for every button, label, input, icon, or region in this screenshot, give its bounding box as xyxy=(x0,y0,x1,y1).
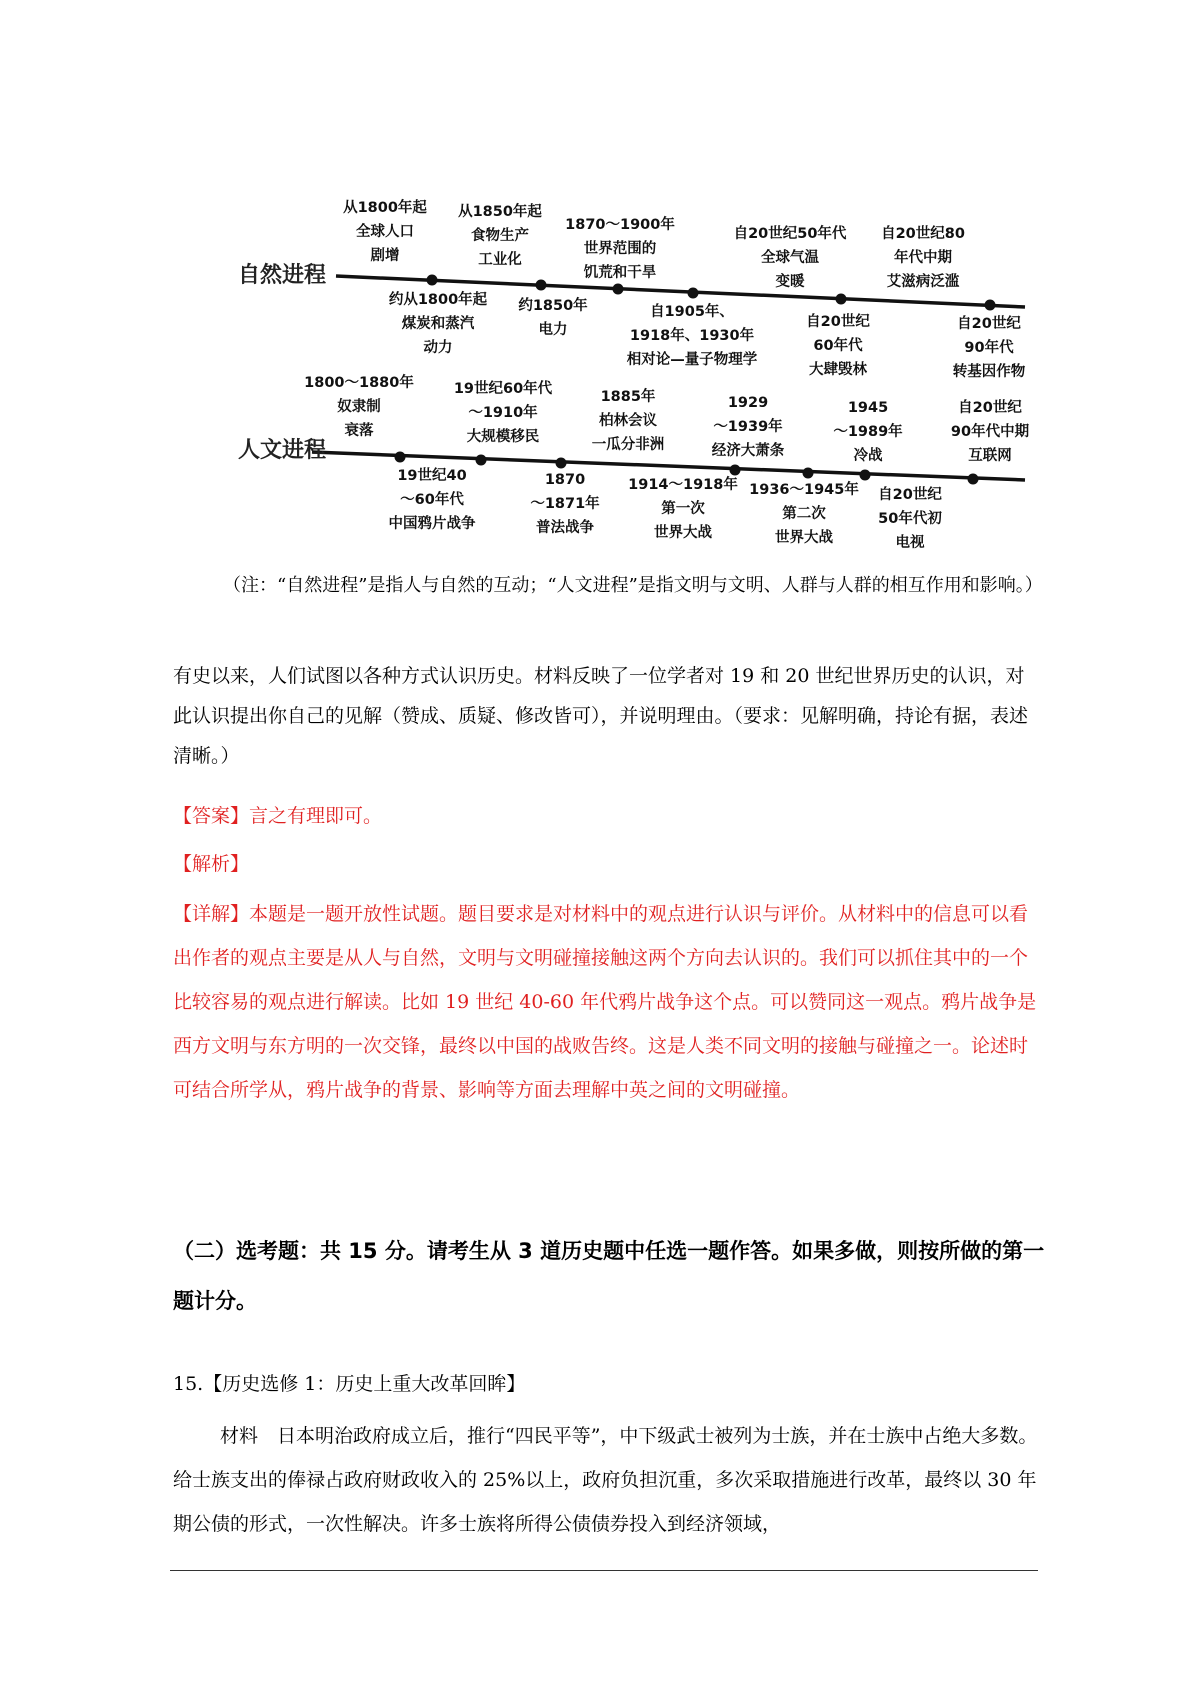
human-event-above: 1929 ～1939年 经济大萧条 xyxy=(711,395,785,459)
detail-text: 【详解】本题是一题开放性试题。题目要求是对材料中的观点进行认识与评价。从材料中的信息可以看出作者的观点主要是从人与自然，文明与文明碰撞接触这两个方向去认识的。我们可以抓住其中的一个比较容易的观点进行解读。比如 19 世纪 40-60 年代鸦片战争这个点。可以赞同这一观点。鸦片战争是西方文明与东方明的一次交锋，最终以中国的战败告终。这是人类不同文明的接触与碰撞之一。论述时可结合所学从，鸦片战争的背景、影响等方面去理解中英之间的文明碰撞。 xyxy=(173,903,1037,1101)
human-dot xyxy=(476,455,487,466)
natural-dot xyxy=(536,280,547,291)
section-heading: （二）选考题：共 15 分。请考生从 3 道历史题中任选一题作答。如果多做，则按所做的第一题计分。 xyxy=(173,1239,1045,1313)
natural-process-label: 自然进程 xyxy=(238,263,327,288)
human-dot xyxy=(556,458,567,469)
natural-event-above: 从1800年起 全球人口 剧增 xyxy=(343,200,427,264)
human-event-below: 1870 ～1871年 普法战争 xyxy=(530,472,600,536)
human-event-below: 19世纪40 ～60年代 中国鸦片战争 xyxy=(388,468,476,532)
natural-dot xyxy=(688,288,699,299)
human-dot xyxy=(395,452,406,463)
natural-dot xyxy=(836,294,847,305)
natural-event-below: 自20世纪 90年代 转基因作物 xyxy=(952,316,1026,380)
human-event-below: 自20世纪 50年代初 电视 xyxy=(878,487,942,551)
human-event-above: 1800～1880年 奴隶制 衰落 xyxy=(304,375,414,439)
timeline-figure xyxy=(0,0,1200,560)
natural-event-below: 约1850年 电力 xyxy=(518,298,588,338)
human-event-above: 19世纪60年代 ～1910年 大规模移民 xyxy=(453,381,553,445)
figure-note: （注：“自然进程”是指人与自然的互动；“人文进程”是指文明与文明、人群与人群的相互作用和影响。） xyxy=(223,575,1043,596)
question-15-material: 材料 日本明治政府成立后，推行“四民平等”，中下级武士被列为士族，并在士族中占绝大多数。给士族支出的俸禄占政府财政收入的 25%以上，政府负担沉重，多次采取措施进行改革，最终以 30 年期公债的形式，一次性解决。许多士族将所得公债债券投入到经济领域， xyxy=(173,1425,1038,1535)
natural-event-below: 约从1800年起 煤炭和蒸汽 动力 xyxy=(388,292,488,356)
human-process-label: 人文进程 xyxy=(238,438,327,463)
human-event-above: 1945 ～1989年 冷战 xyxy=(833,400,903,464)
natural-event-above: 从1850年起 食物生产 工业化 xyxy=(458,204,542,268)
answer-text: 【答案】言之有理即可。 xyxy=(173,805,383,827)
analysis-label: 【解析】 xyxy=(173,853,250,875)
natural-dot xyxy=(985,300,996,311)
human-dot xyxy=(803,468,814,479)
human-event-below: 1936～1945年 第二次 世界大战 xyxy=(749,482,859,546)
human-dot xyxy=(860,470,871,481)
natural-event-above: 自20世纪80 年代中期 艾滋病泛滥 xyxy=(881,226,965,290)
question-text: 有史以来，人们试图以各种方式认识历史。材料反映了一位学者对 19 和 20 世纪世界历史的认识，对此认识提出你自己的见解（赞成、质疑、修改皆可），并说明理由。（要求：见解明确，持论有据，表述清晰。） xyxy=(173,665,1029,767)
natural-event-above: 自20世纪50年代 全球气温 变暖 xyxy=(733,226,847,290)
human-event-above: 1885年 柏林会议 一瓜分非洲 xyxy=(591,389,665,453)
human-event-below: 1914～1918年 第一次 世界大战 xyxy=(628,477,738,541)
natural-dot xyxy=(427,275,438,286)
natural-event-below: 自20世纪 60年代 大肆毁林 xyxy=(806,314,870,378)
human-event-above: 自20世纪 90年代中期 互联网 xyxy=(950,400,1030,464)
human-dot xyxy=(968,474,979,485)
question-15-title: 15.【历史选修 1：历史上重大改革回眸】 xyxy=(173,1373,526,1395)
footer-rule xyxy=(170,1570,1038,1571)
natural-event-above: 1870～1900年 世界范围的 饥荒和干旱 xyxy=(565,217,675,281)
natural-event-below: 自1905年、 1918年、1930年 相对论—量子物理学 xyxy=(626,304,758,368)
natural-dot xyxy=(613,284,624,295)
